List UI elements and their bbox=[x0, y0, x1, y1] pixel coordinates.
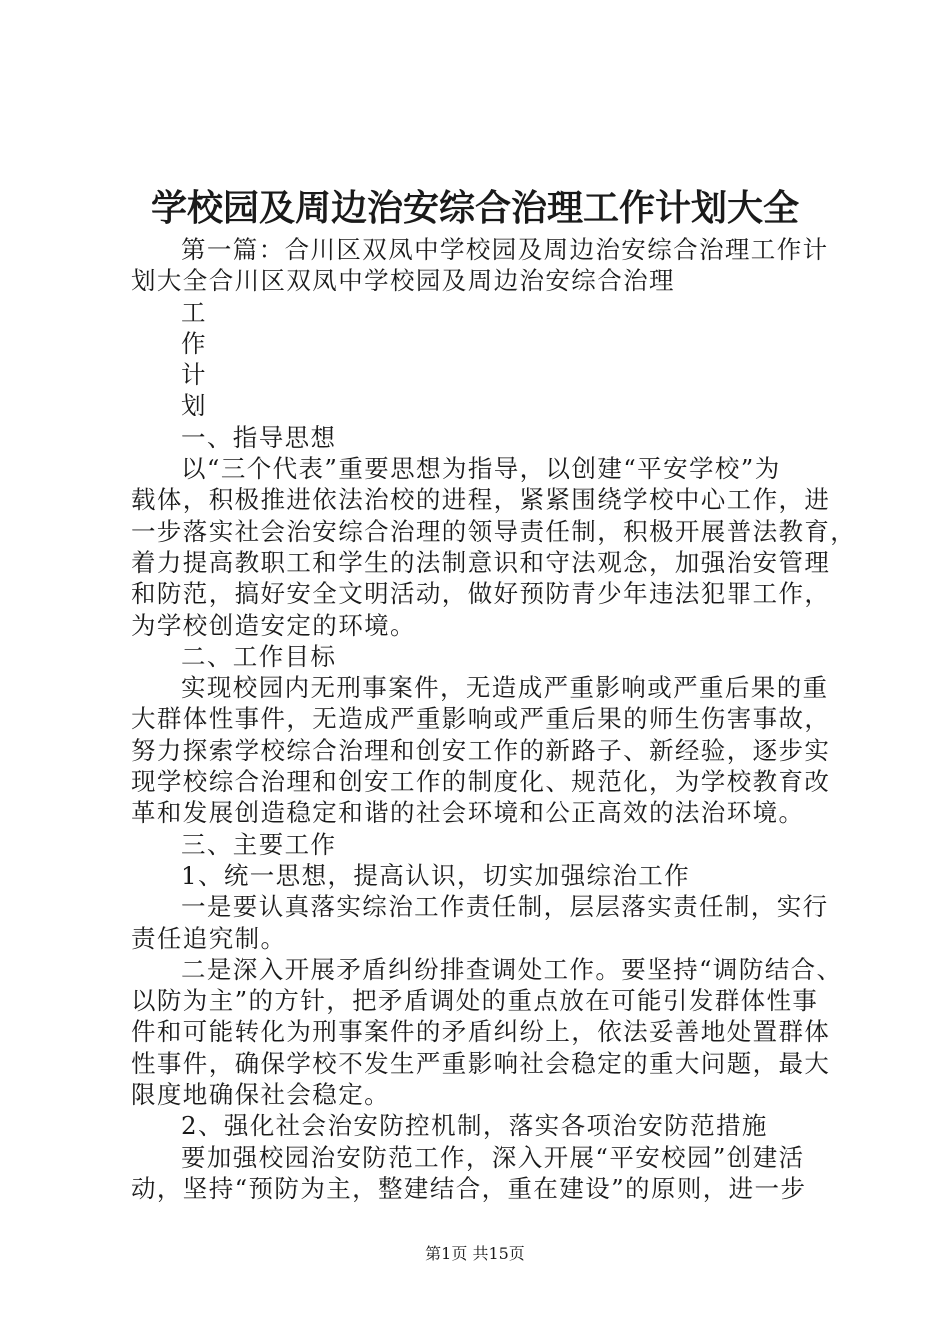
text-line: 为学校创造安定的环境。 bbox=[131, 610, 416, 640]
document-body bbox=[131, 234, 857, 1204]
text-line: 责任追究制。 bbox=[131, 923, 287, 953]
text-line: 载体，积极推进依法治校的进程，紧紧围绕学校中心工作，进 bbox=[131, 485, 831, 515]
text-line: 划大全合川区双凤中学校园及周边治安综合治理 bbox=[131, 266, 675, 296]
text-line: 二是深入开展矛盾纠纷排查调处工作。要坚持“调防结合、 bbox=[181, 954, 843, 984]
text-line: 第一篇：合川区双凤中学校园及周边治安综合治理工作计 bbox=[181, 235, 829, 264]
text-line: 实现校园内无刑事案件，无造成严重影响或严重后果的重 bbox=[181, 673, 829, 703]
page-footer: 第1页 共15页 bbox=[425, 1244, 525, 1263]
text-line: 大群体性事件，无造成严重影响或严重后果的师生伤害事故， bbox=[131, 704, 831, 734]
text-line: 以“三个代表”重要思想为指导，以创建“平安学校”为 bbox=[181, 454, 781, 484]
text-line: 革和发展创造稳定和谐的社会环境和公正高效的法治环境。 bbox=[131, 798, 805, 828]
text-line: 一步落实社会治安综合治理的领导责任制，积极开展普法教育， bbox=[131, 516, 857, 546]
text-line: 和防范，搞好安全文明活动，做好预防青少年违法犯罪工作， bbox=[131, 579, 831, 609]
text-line: 一、指导思想 bbox=[181, 422, 337, 452]
text-line: 2、强化社会治安防控机制，落实各项治安防范措施 bbox=[181, 1111, 768, 1141]
text-line: 工 bbox=[181, 297, 207, 327]
text-line: 件和可能转化为刑事案件的矛盾纠纷上，依法妥善地处置群体 bbox=[131, 1017, 831, 1047]
text-line: 要加强校园治安防范工作，深入开展“平安校园”创建活 bbox=[181, 1142, 805, 1172]
text-line: 努力探索学校综合治理和创安工作的新路子、新经验，逐步实 bbox=[131, 735, 831, 765]
text-line: 限度地确保社会稳定。 bbox=[131, 1080, 390, 1110]
text-line: 一是要认真落实综治工作责任制，层层落实责任制，实行 bbox=[181, 892, 829, 922]
text-line: 1、统一思想，提高认识，切实加强综治工作 bbox=[181, 860, 691, 890]
text-line: 划 bbox=[181, 391, 207, 421]
text-line: 性事件，确保学校不发生严重影响社会稳定的重大问题，最大 bbox=[131, 1048, 831, 1078]
text-line: 二、工作目标 bbox=[181, 641, 337, 671]
document-title: 学校园及周边治安综合治理工作计划大全 bbox=[150, 187, 799, 229]
text-line: 现学校综合治理和创安工作的制度化、规范化，为学校教育改 bbox=[131, 767, 831, 797]
text-line: 着力提高教职工和学生的法制意识和守法观念，加强治安管理 bbox=[131, 547, 831, 577]
text-line: 计 bbox=[181, 360, 207, 390]
text-line: 动，坚持“预防为主，整建结合，重在建设”的原则，进一步 bbox=[131, 1173, 807, 1203]
text-line: 三、主要工作 bbox=[181, 829, 337, 859]
text-line: 以防为主”的方针，把矛盾调处的重点放在可能引发群体性事 bbox=[131, 986, 819, 1016]
text-line: 作 bbox=[181, 328, 207, 358]
